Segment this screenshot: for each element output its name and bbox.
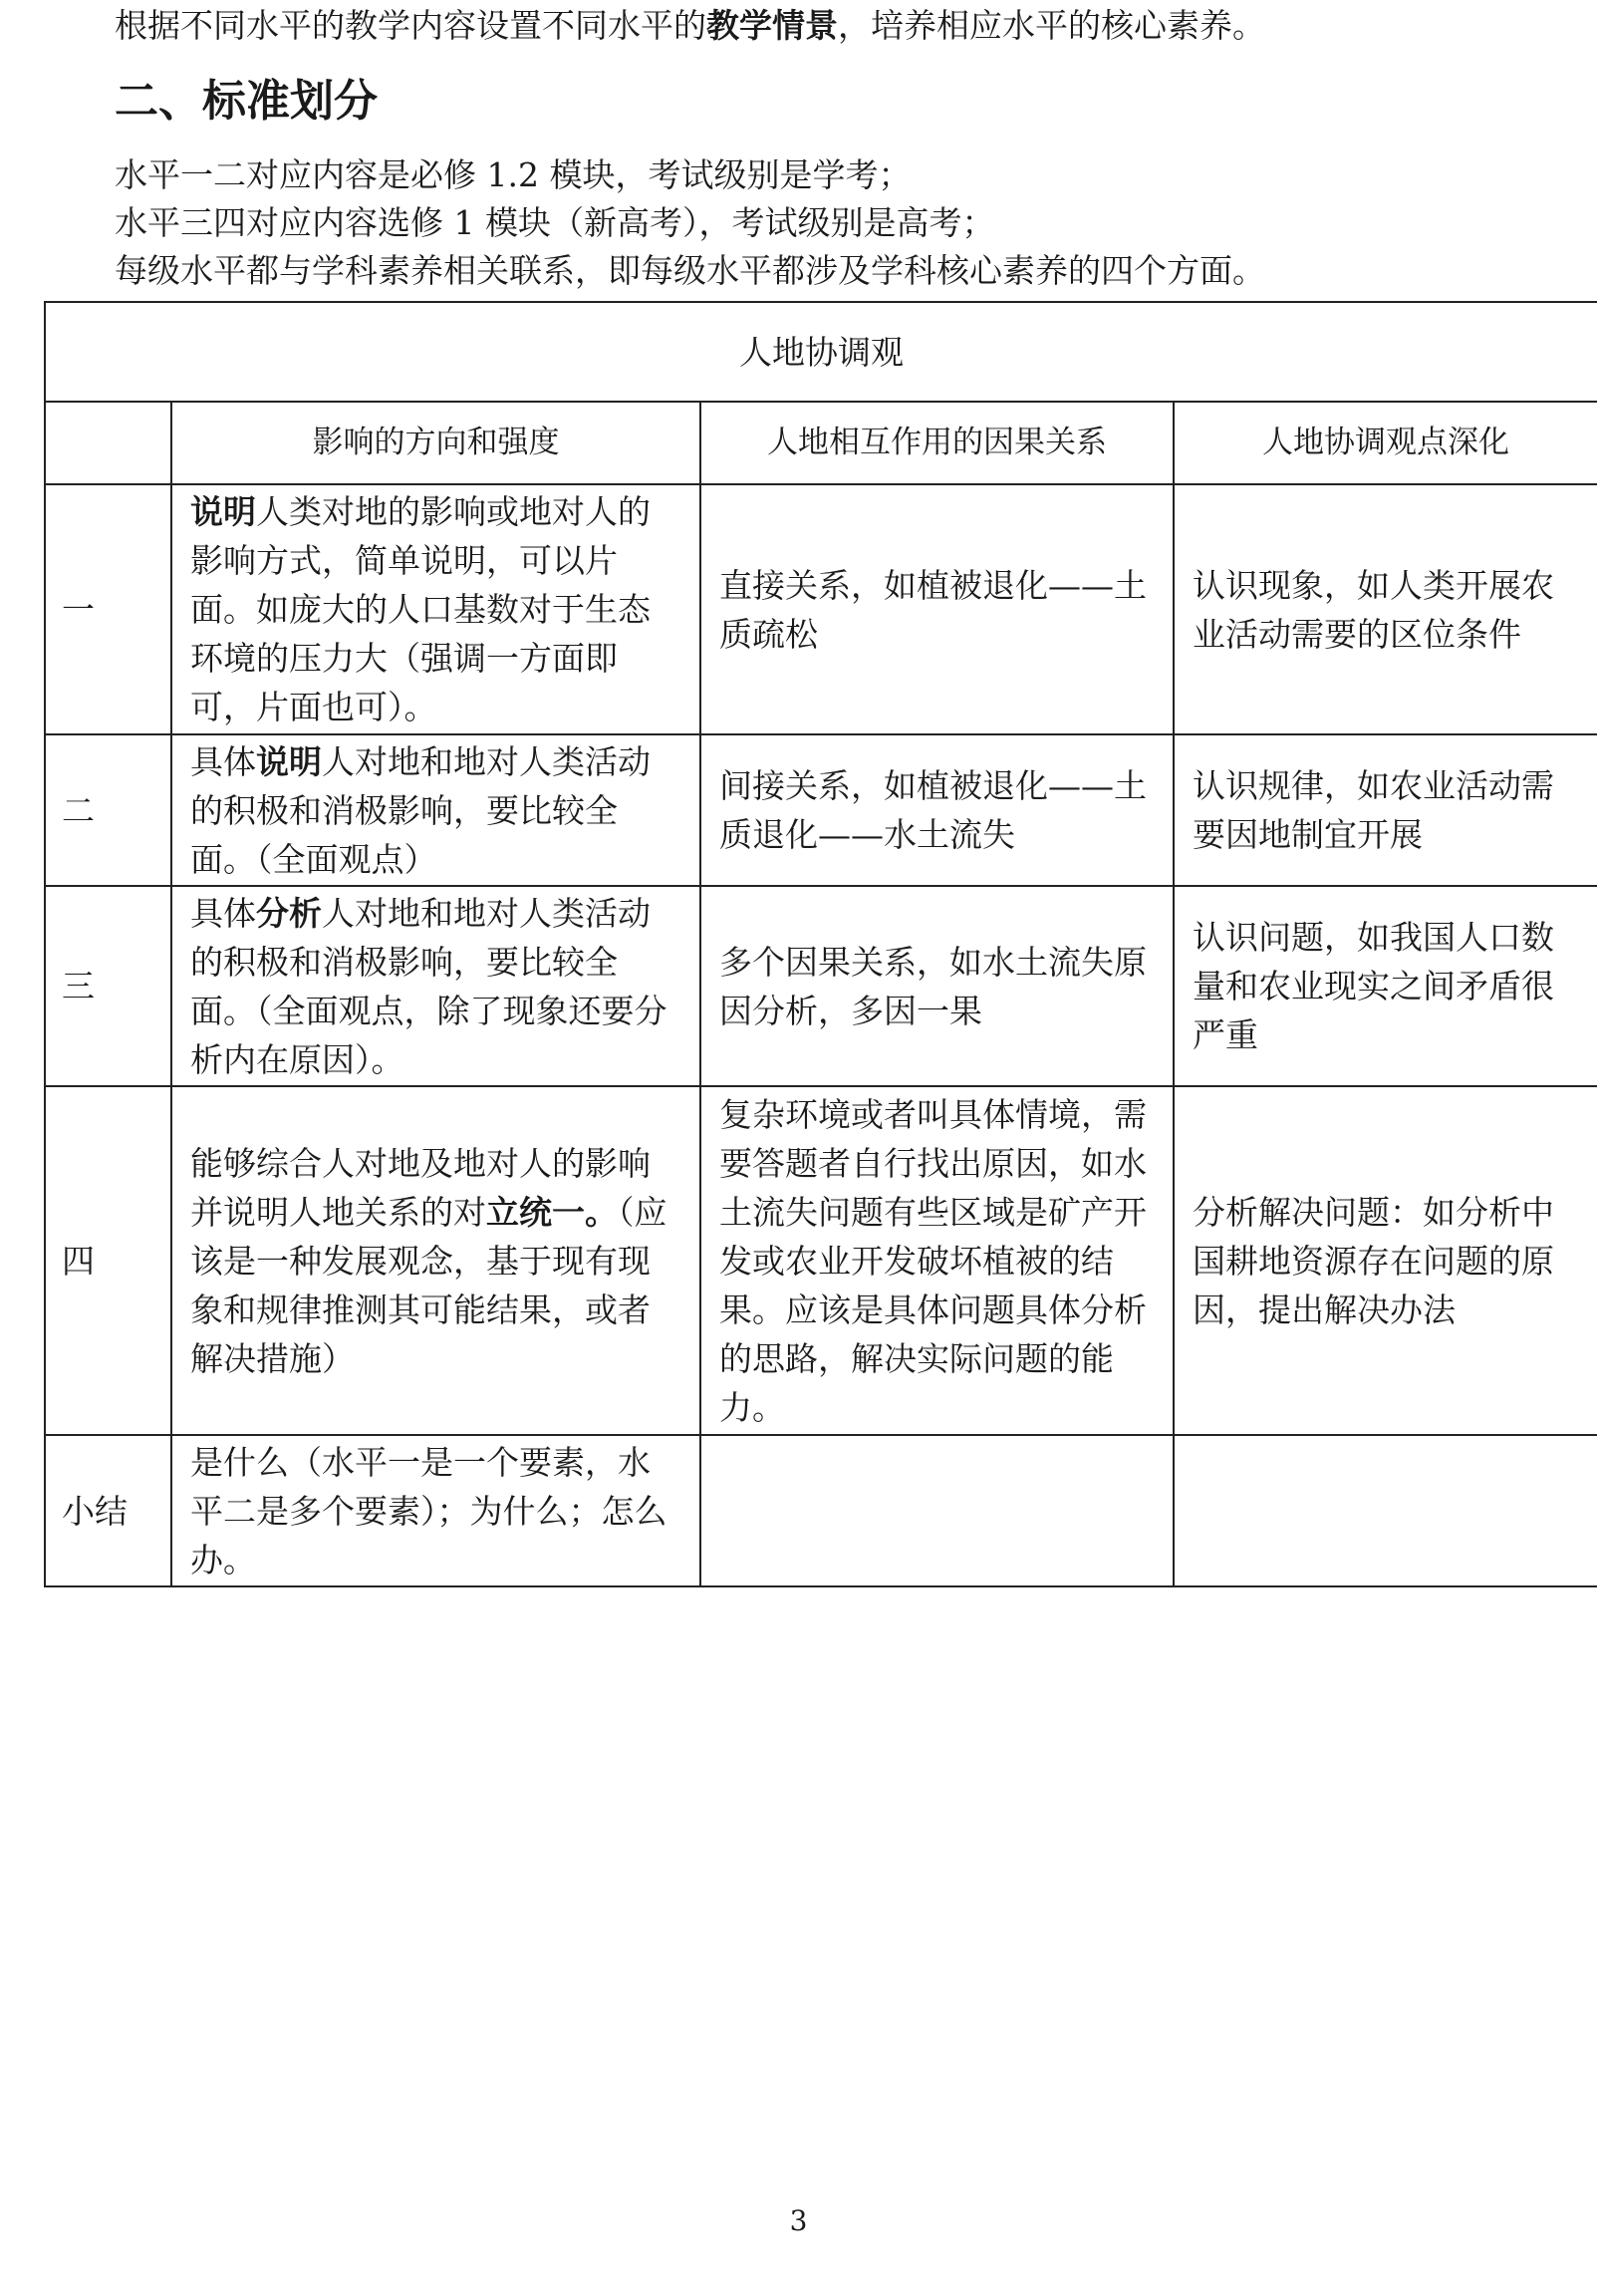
impact-cell: 是什么（水平一是一个要素，水平二是多个要素）；为什么；怎么办。 <box>171 1435 700 1586</box>
intro-pre: 根据不同水平的教学内容设置不同水平的 <box>115 6 706 45</box>
column-header: 人地协调观点深化 <box>1174 402 1597 484</box>
impact-cell: 说明人类对地的影响或地对人的影响方式，简单说明，可以片面。如庞大的人口基数对于生态环境的压力大（强调一方面即可，片面也可）。 <box>171 484 700 734</box>
intro-line <box>115 2 1265 50</box>
table-header-row <box>45 402 1597 484</box>
level-cell: 二 <box>45 734 171 886</box>
page-number: 3 <box>789 2204 808 2237</box>
causal-cell: 间接关系，如植被退化——土质退化——水土流失 <box>700 734 1174 886</box>
deepen-cell: 认识现象，如人类开展农业活动需要的区位条件 <box>1174 484 1597 734</box>
impact-cell: 具体说明人对地和地对人类活动的积极和消极影响，要比较全面。（全面观点） <box>171 734 700 886</box>
paragraph-line: 每级水平都与学科素养相关联系，即每级水平都涉及学科核心素养的四个方面。 <box>115 251 1265 290</box>
table-row <box>45 886 1597 1086</box>
level-cell: 四 <box>45 1086 171 1435</box>
table-row <box>45 1435 1597 1586</box>
causal-cell: 多个因果关系，如水土流失原因分析，多因一果 <box>700 886 1174 1086</box>
table-row <box>45 484 1597 734</box>
table-title: 人地协调观 <box>45 302 1597 402</box>
table-title-row <box>45 302 1597 402</box>
intro-post: ，培养相应水平的核心素养。 <box>838 6 1265 45</box>
impact-cell: 具体分析人对地和地对人类活动的积极和消极影响，要比较全面。（全面观点，除了现象还要分析内在原因）。 <box>171 886 700 1086</box>
level-cell: 小结 <box>45 1435 171 1586</box>
description-paragraph <box>115 151 1265 295</box>
deepen-cell: 认识问题，如我国人口数量和农业现实之间矛盾很严重 <box>1174 886 1597 1086</box>
level-cell: 一 <box>45 484 171 734</box>
column-header: 影响的方向和强度 <box>171 402 700 484</box>
causal-cell: 直接关系，如植被退化——土质疏松 <box>700 484 1174 734</box>
causal-cell <box>700 1435 1174 1586</box>
intro-bold: 教学情景 <box>706 6 838 45</box>
impact-cell: 能够综合人对地及地对人的影响并说明人地关系的对立统一。（应该是一种发展观念，基于现有现象和规律推测其可能结果，或者解决措施） <box>171 1086 700 1435</box>
causal-cell: 复杂环境或者叫具体情境，需要答题者自行找出原因，如水土流失问题有些区域是矿产开发或农业开发破坏植被的结果。应该是具体问题具体分析的思路，解决实际问题的能力。 <box>700 1086 1174 1435</box>
table-row <box>45 734 1597 886</box>
deepen-cell <box>1174 1435 1597 1586</box>
deepen-cell: 认识规律，如农业活动需要因地制宜开展 <box>1174 734 1597 886</box>
paragraph-line: 水平三四对应内容选修 1 模块（新高考），考试级别是高考； <box>115 203 995 242</box>
table-row <box>45 1086 1597 1435</box>
section-heading: 二、标准划分 <box>115 76 378 127</box>
column-header: 人地相互作用的因果关系 <box>700 402 1174 484</box>
level-cell: 三 <box>45 886 171 1086</box>
paragraph-line: 水平一二对应内容是必修 1.2 模块，考试级别是学考； <box>115 155 912 194</box>
standard-table <box>44 301 1597 1587</box>
deepen-cell: 分析解决问题：如分析中国耕地资源存在问题的原因，提出解决办法 <box>1174 1086 1597 1435</box>
column-header <box>45 402 171 484</box>
